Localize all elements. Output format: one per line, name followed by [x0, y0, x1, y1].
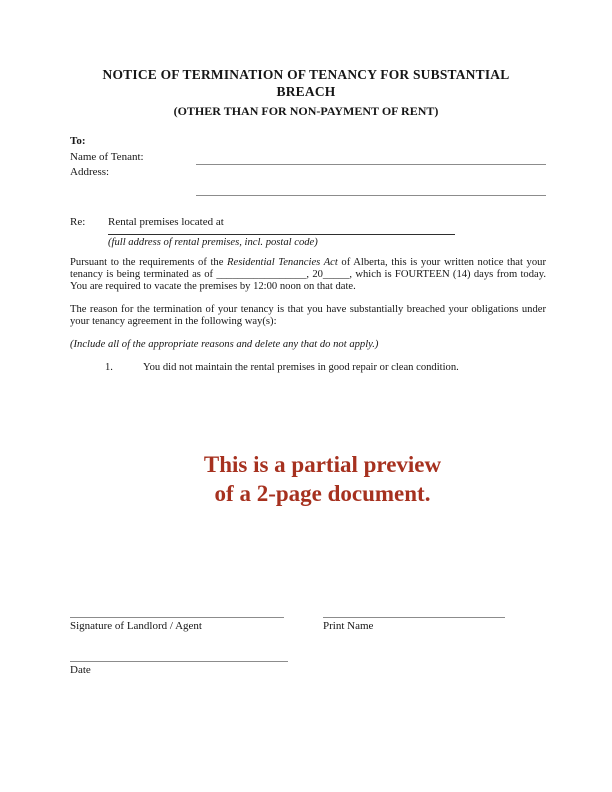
print-name-label: Print Name [323, 620, 374, 632]
signature-label: Signature of Landlord / Agent [70, 620, 202, 632]
para1-post: of Alberta, this is your written notice that your tenancy is being terminated as of _________________, 20_____, which is FOURTEEN (14) days from today. You are required to vacate the premises by 12:00 noon on that date. [70, 257, 546, 292]
para1-pre: Pursuant to the requirements of the [70, 257, 228, 268]
date-label: Date [70, 664, 91, 676]
para1-act-name: Residential Tenancies Act [227, 257, 338, 268]
tenant-name-field [196, 152, 546, 165]
premises-address-field [108, 222, 455, 235]
re-label: Re: [70, 216, 86, 228]
reason-text: You did not maintain the rental premises in good repair or clean condition. [143, 362, 459, 373]
date-field [70, 649, 288, 662]
instruction-note: (Include all of the appropriate reasons and delete any that do not apply.) [70, 339, 379, 350]
paragraph-termination-notice [70, 257, 546, 293]
document-title-line2: BREACH [276, 84, 336, 99]
document-subtitle: (OTHER THAN FOR NON-PAYMENT OF RENT) [173, 104, 439, 118]
re-text: Rental premises located at [108, 216, 224, 228]
paragraph-reason: The reason for the termination of your tenancy is that you have substantially breached your obligations under your tenancy agreement in the following way(s): [70, 304, 546, 327]
address-field [196, 183, 546, 196]
print-name-field [323, 605, 505, 618]
document-title [0, 66, 612, 100]
tenant-name-label: Name of Tenant: [70, 151, 144, 163]
partial-preview-notice [70, 451, 575, 508]
preview-line2: of a 2-page document. [214, 480, 431, 506]
reason-number: 1. [105, 362, 113, 373]
signature-field [70, 605, 284, 618]
to-label: To: [70, 135, 86, 147]
document-title-line1: NOTICE OF TERMINATION OF TENANCY FOR SUBSTANTIAL [102, 67, 510, 82]
reason-item [70, 362, 546, 373]
premises-address-hint: (full address of rental premises, incl. postal code) [108, 237, 318, 248]
address-label: Address: [70, 166, 110, 178]
preview-line1: This is a partial preview [203, 452, 442, 477]
